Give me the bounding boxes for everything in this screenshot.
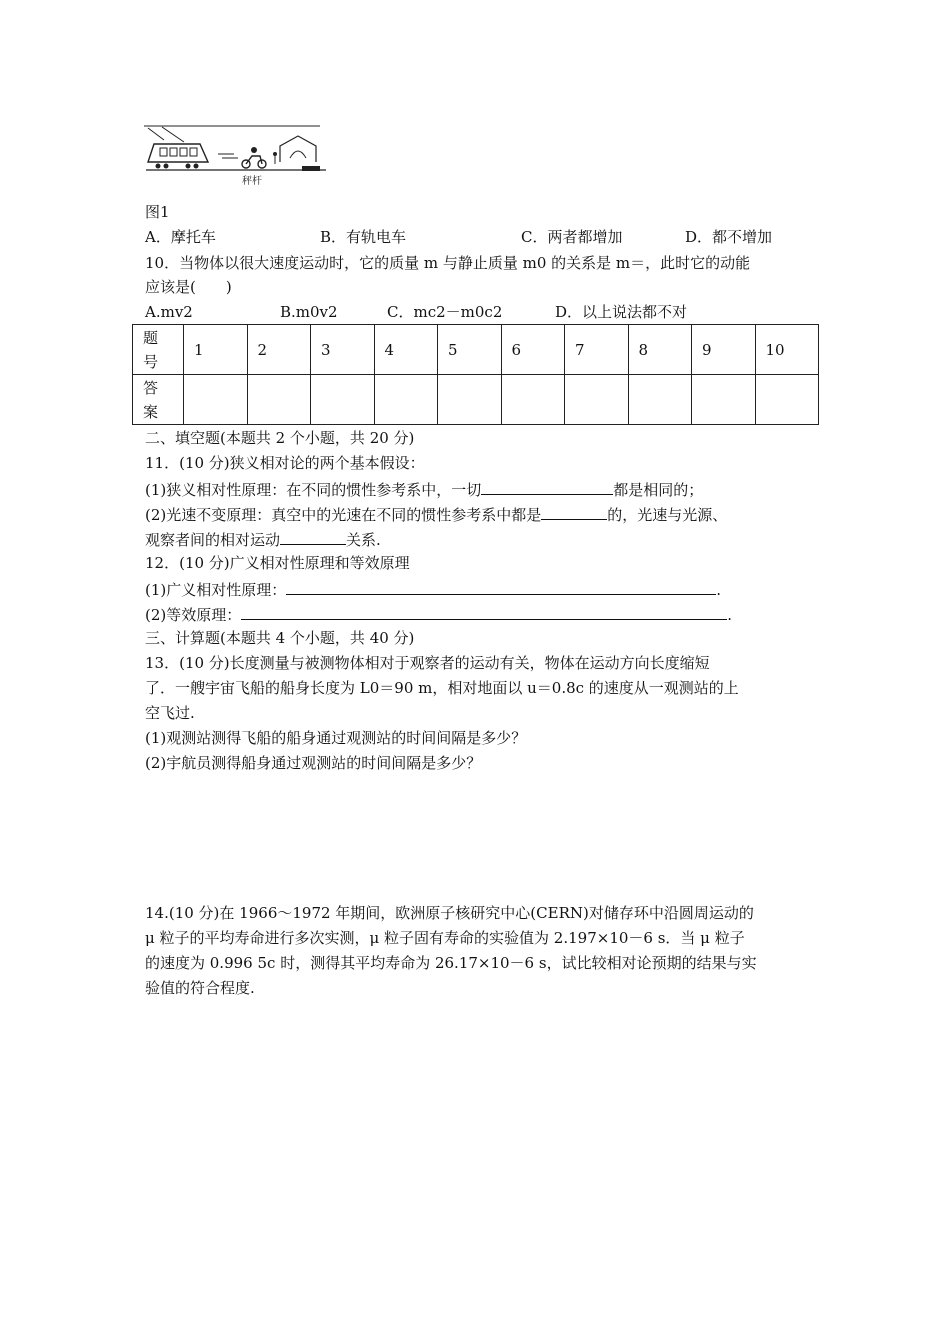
- header-char: 答: [143, 378, 159, 397]
- q10-stem-line1: 10．当物体以很大速度运动时，它的质量 m 与静止质量 m0 的关系是 m＝，此时它的动能: [145, 254, 751, 272]
- q11-part1-text: (1)狭义相对性原理：在不同的惯性参考系中，一切: [145, 481, 482, 499]
- answer-table-answer-row: [133, 375, 819, 425]
- q10-option-b: B.m0v2: [280, 303, 338, 321]
- figure-scale-label: 秤杆: [242, 176, 262, 187]
- q13-line2: 了．一艘宇宙飞船的船身长度为 L0＝90 m，相对地面以 u＝0.8c 的速度从一观测站的上: [145, 679, 739, 697]
- answer-row-header: [133, 375, 184, 425]
- number-row-header: [133, 325, 184, 375]
- answer-cell[interactable]: [438, 375, 502, 425]
- q12-part2-period: .: [727, 606, 733, 624]
- answer-cell[interactable]: [374, 375, 438, 425]
- q10-stem-line2: 应该是( ): [145, 278, 232, 296]
- q11-blank-3[interactable]: [280, 528, 346, 545]
- number-cell: 7: [565, 325, 629, 375]
- q9-options: [145, 227, 825, 247]
- q13-line3: 空飞过.: [145, 704, 195, 722]
- q11-blank-1[interactable]: [481, 478, 613, 495]
- q11-part2-cont: [145, 528, 381, 550]
- answer-cell[interactable]: [311, 375, 375, 425]
- q12-blank-2[interactable]: [241, 603, 727, 620]
- q11-part1: [145, 478, 703, 500]
- q12-part1-period: .: [716, 581, 722, 599]
- motorcycle-icon: [242, 147, 266, 168]
- q12-part1-text: (1)广义相对性原理：: [145, 581, 287, 599]
- q11-part2-text-end: 关系.: [346, 531, 381, 549]
- section-3-title: 三、计算题(本题共 4 个小题，共 40 分): [145, 629, 415, 647]
- answer-cell[interactable]: [755, 375, 819, 425]
- q9-option-b: B．有轨电车: [320, 228, 407, 246]
- tram-icon: [148, 144, 208, 169]
- answer-cell[interactable]: [501, 375, 565, 425]
- number-cell: 9: [692, 325, 756, 375]
- figure-1-illustration: [142, 118, 332, 190]
- answer-table: [132, 324, 819, 425]
- number-cell: 1: [184, 325, 248, 375]
- number-cell: 8: [628, 325, 692, 375]
- header-char: 案: [143, 402, 159, 421]
- answer-cell[interactable]: [247, 375, 311, 425]
- q12-title: 12．(10 分)广义相对性原理和等效原理: [145, 554, 410, 572]
- q12-part1: [145, 578, 721, 600]
- answer-cell[interactable]: [565, 375, 629, 425]
- number-cell: 10: [755, 325, 819, 375]
- q9-option-a: A．摩托车: [145, 228, 216, 246]
- q13-part1: (1)观测站测得飞船的船身通过观测站的时间间隔是多少？: [145, 729, 527, 747]
- header-char: 号: [143, 352, 159, 371]
- header-char: 题: [143, 328, 159, 347]
- q12-part2-text: (2)等效原理：: [145, 606, 242, 624]
- figure-caption: 图1: [145, 203, 170, 221]
- answer-cell[interactable]: [184, 375, 248, 425]
- number-cell: 6: [501, 325, 565, 375]
- q14-line2: μ 粒子的平均寿命进行多次实测，μ 粒子固有寿命的实验值为 2.197×10－6 s．当 μ 粒子: [145, 929, 745, 947]
- number-cell: 2: [247, 325, 311, 375]
- house-icon: [273, 136, 316, 164]
- section-2-title: 二、填空题(本题共 2 个小题，共 20 分): [145, 429, 415, 447]
- answer-table-number-row: [133, 325, 819, 375]
- q9-option-d: D．都不增加: [685, 228, 773, 246]
- q11-part2: [145, 503, 727, 525]
- q11-part2-text: (2)光速不变原理：真空中的光速在不同的惯性参考系中都是: [145, 506, 542, 524]
- q11-part1-text-end: 都是相同的；: [613, 481, 704, 499]
- q10-options: [145, 302, 825, 322]
- q10-option-d: D．以上说法都不对: [555, 303, 688, 321]
- q14-line4: 验值的符合程度.: [145, 979, 255, 997]
- answer-cell[interactable]: [628, 375, 692, 425]
- q13-line1: 13．(10 分)长度测量与被测物体相对于观察者的运动有关，物体在运动方向长度缩短: [145, 654, 710, 672]
- q14-line3: 的速度为 0.996 5c 时，测得其平均寿命为 26.17×10－6 s，试比较相对论预期的结果与实: [145, 954, 757, 972]
- q10-option-a: A.mv2: [145, 303, 193, 321]
- q11-blank-2[interactable]: [541, 503, 607, 520]
- number-cell: 4: [374, 325, 438, 375]
- number-cell: 3: [311, 325, 375, 375]
- number-cell: 5: [438, 325, 502, 375]
- q14-line1: 14.(10 分)在 1966～1972 年期间，欧洲原子核研究中心(CERN)对储存环中沿圆周运动的: [145, 904, 754, 922]
- q11-title: 11．(10 分)狭义相对论的两个基本假设：: [145, 454, 425, 472]
- q10-option-c: C．mc2－m0c2: [387, 303, 503, 321]
- q11-part2-text-mid: 的，光速与光源、: [607, 506, 728, 524]
- q11-part2-text-cont: 观察者间的相对运动: [145, 531, 281, 549]
- answer-cell[interactable]: [692, 375, 756, 425]
- q12-blank-1[interactable]: [286, 578, 716, 595]
- q9-option-c: C．两者都增加: [521, 228, 623, 246]
- q12-part2: [145, 603, 732, 625]
- q13-part2: (2)宇航员测得船身通过观测站的时间间隔是多少？: [145, 754, 482, 772]
